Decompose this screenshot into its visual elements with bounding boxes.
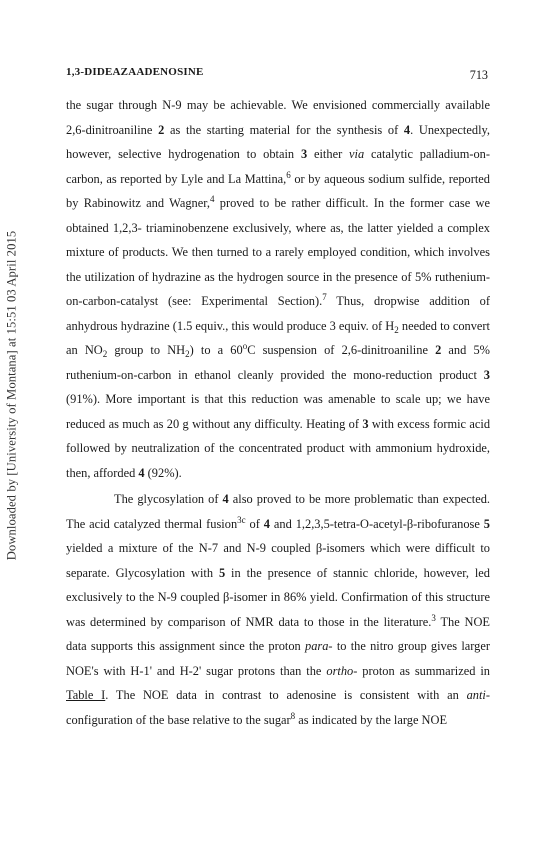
text-run: either bbox=[307, 147, 350, 161]
compound-ref: 4 bbox=[263, 516, 270, 531]
text-run: proved to be rather difficult. In the former case we obtained 1,2,3- triaminobenzene exclusively, where as, the latter yielded a complex mixture of products. We then turned to a rarely employed condition, which involves the utilization of hydrazine as the hydrogen source in the presence of 5% ruthenium-on-carbon-catalyst (see: Experimental Section). bbox=[66, 196, 490, 308]
text-run: proton as summarized in bbox=[357, 663, 490, 678]
subscript: 2 bbox=[394, 324, 399, 335]
compound-ref: 3 bbox=[362, 416, 369, 431]
text-run: and 1,2,3,5-tetra-O-acetyl-β-ribofuranose bbox=[270, 516, 484, 531]
text-run: to the nitro group gives larger NOE's with H-1' and H-2' sugar protons than the bbox=[66, 639, 490, 678]
text-run: The glycosylation of bbox=[114, 492, 223, 506]
citation-superscript: 4 bbox=[209, 194, 215, 204]
table-reference-link[interactable]: Table I bbox=[66, 688, 106, 702]
text-run: yielded a mixture of the N-7 and N-9 coupled β-isomers which were difficult to separate. Glycosylation with bbox=[66, 541, 490, 580]
download-note-text: Downloaded by [University of Montana] at 15:51 03 April 2015 bbox=[4, 230, 19, 560]
compound-ref: 5 bbox=[218, 565, 226, 580]
text-run: (91%). More important is that this reduction was amenable to scale up; we have reduced as much as 20 g without any difficulty. Heating of bbox=[66, 392, 490, 431]
paragraph-synthesis bbox=[66, 93, 490, 485]
paragraph-glycosylation bbox=[66, 487, 490, 732]
download-watermark bbox=[0, 180, 24, 610]
compound-ref: 2 bbox=[435, 343, 442, 357]
text-run: The NOE data supports this assignment since the proton bbox=[66, 614, 490, 653]
compound-ref: 4 bbox=[403, 122, 411, 137]
subscript: 2 bbox=[185, 349, 190, 359]
citation-superscript: 3c bbox=[237, 514, 246, 525]
running-header bbox=[66, 66, 488, 84]
text-run: also proved to be more problematic than expected. The acid catalyzed thermal fusion bbox=[66, 492, 490, 531]
text-run: . Unexpectedly, however, selective hydrogenation to obtain bbox=[66, 122, 491, 161]
italic-term: para- bbox=[305, 639, 333, 653]
text-run: Thus, dropwise addition of anhydrous hydrazine (1.5 equiv., this would produce 3 equiv. of H bbox=[66, 294, 491, 333]
compound-ref: 4 bbox=[222, 492, 229, 506]
text-run: or by aqueous sodium sulfide, reported by Rabinowitz and Wagner, bbox=[66, 171, 490, 210]
compound-ref: 3 bbox=[300, 147, 308, 161]
text-run: of bbox=[245, 516, 264, 531]
text-run: needed to convert an NO bbox=[66, 318, 490, 357]
text-run: with excess formic acid followed by neutralization of the concentrated product with ammonium hydroxide, then, afforded bbox=[66, 416, 491, 480]
compound-ref: 2 bbox=[158, 122, 165, 137]
degree-superscript: o bbox=[242, 341, 248, 351]
text-run: configuration of the base relative to the sugar bbox=[66, 712, 291, 727]
text-run: . The NOE data in contrast to adenosine is consistent with an bbox=[105, 688, 467, 702]
running-title: 1,3-DIDEAZAADENOSINE bbox=[66, 66, 204, 78]
text-run: as the starting material for the synthesis of bbox=[164, 122, 404, 137]
text-run: ) to a 60 bbox=[189, 343, 243, 357]
text-run: and 5% ruthenium-on-carbon in ethanol cleanly provided the mono-reduction product bbox=[66, 343, 490, 382]
citation-superscript: 7 bbox=[322, 292, 327, 302]
compound-ref: 3 bbox=[483, 367, 490, 382]
compound-ref: 4 bbox=[138, 465, 145, 480]
page-number: 713 bbox=[469, 68, 488, 82]
citation-superscript: 3 bbox=[431, 612, 436, 623]
article-body bbox=[66, 93, 490, 732]
text-run: C suspension of 2,6-dinitroaniline bbox=[247, 343, 436, 357]
italic-term: ortho- bbox=[326, 663, 358, 678]
citation-superscript: 6 bbox=[286, 169, 291, 180]
text-run: in the presence of stannic chloride, however, led exclusively to the N-9 coupled β-isomer in 86% yield. Confirmation of this structure was determined by comparison of NMR data to those in the literature. bbox=[66, 565, 490, 629]
text-run: as indicated by the large NOE bbox=[295, 712, 448, 727]
compound-ref: 5 bbox=[483, 516, 490, 531]
italic-term: via bbox=[349, 147, 365, 161]
citation-superscript: 8 bbox=[290, 710, 296, 721]
text-run: (92%). bbox=[144, 465, 182, 480]
text-run: catalytic palladium-on-carbon, as reported by Lyle and La Mattina, bbox=[66, 147, 490, 186]
subscript: 2 bbox=[102, 349, 108, 359]
text-run: the sugar through N-9 may be achievable. We envisioned commercially available 2,6-dinitroaniline bbox=[66, 98, 490, 137]
italic-term: anti- bbox=[466, 688, 490, 702]
text-run: group to NH bbox=[107, 343, 186, 357]
